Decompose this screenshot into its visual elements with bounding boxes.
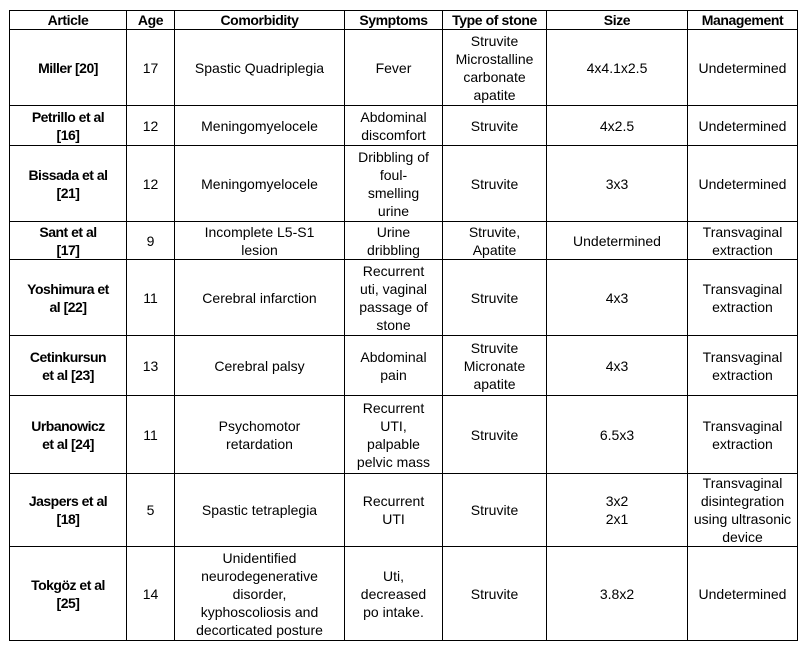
cell-text-line: Jaspers et al xyxy=(28,493,108,509)
header-type-of-stone: Type of stone xyxy=(443,11,547,30)
table-container xyxy=(9,10,798,641)
cell-type-of-stone xyxy=(443,260,547,336)
cell-management xyxy=(688,222,798,260)
cell-text-line: [16] xyxy=(56,126,80,143)
cell-text-line: Struvite xyxy=(470,585,519,602)
cell-text-line: 4x2.5 xyxy=(599,117,635,134)
cell-management xyxy=(688,474,798,547)
case-report-table xyxy=(9,10,798,641)
cell-text-line: 17 xyxy=(142,59,159,76)
cell-management xyxy=(688,547,798,641)
cell-management xyxy=(688,336,798,396)
cell-comorbidity xyxy=(175,336,345,396)
cell-type-of-stone xyxy=(443,146,547,222)
cell-text-line: extraction xyxy=(712,241,773,258)
cell-text-line: Urine xyxy=(376,223,411,240)
cell-text-line: Struvite xyxy=(470,32,519,49)
cell-symptoms xyxy=(345,30,443,106)
cell-comorbidity xyxy=(175,146,345,222)
cell-comorbidity xyxy=(175,396,345,474)
cell-symptoms xyxy=(345,260,443,336)
table-row xyxy=(10,222,798,260)
cell-text-line: stone xyxy=(376,316,411,333)
cell-text-line: 12 xyxy=(142,117,159,134)
cell-type-of-stone xyxy=(443,396,547,474)
cell-text-line: [21] xyxy=(56,184,80,201)
cell-text-line: 3x2 xyxy=(605,493,629,509)
cell-size xyxy=(547,396,688,474)
cell-text-line: Struvite xyxy=(470,502,519,518)
cell-text-line: Abdominal xyxy=(360,348,427,365)
table-row xyxy=(10,106,798,146)
cell-article xyxy=(10,106,127,146)
cell-size xyxy=(547,30,688,106)
cell-text-line: UTI xyxy=(382,511,405,527)
cell-text-line: kyphoscoliosis and xyxy=(200,603,319,620)
cell-text-line: 5 xyxy=(146,502,155,518)
cell-text-line: Cetinkursun xyxy=(29,348,107,365)
cell-text-line: decreased xyxy=(360,585,427,602)
table-row xyxy=(10,30,798,106)
cell-comorbidity xyxy=(175,222,345,260)
cell-text-line: Incomplete L5-S1 xyxy=(204,223,315,240)
cell-text-line: Microstalline xyxy=(455,50,534,67)
cell-comorbidity xyxy=(175,30,345,106)
cell-age xyxy=(127,30,175,106)
cell-text-line: Struvite xyxy=(470,426,519,443)
cell-text-line: Fever xyxy=(375,59,412,76)
cell-age xyxy=(127,260,175,336)
header-management: Management xyxy=(688,11,798,30)
cell-text-line: 4x4.1x2.5 xyxy=(586,59,648,76)
cell-text-line: Undetermined xyxy=(698,117,787,134)
cell-text-line: Psychomotor xyxy=(218,417,301,434)
cell-text-line: 6.5x3 xyxy=(599,426,635,443)
cell-text-line: extraction xyxy=(712,366,773,383)
cell-symptoms xyxy=(345,106,443,146)
cell-age xyxy=(127,336,175,396)
cell-text-line: apatite xyxy=(473,375,516,392)
cell-text-line: foul- xyxy=(379,166,408,183)
cell-article xyxy=(10,222,127,260)
cell-type-of-stone xyxy=(443,222,547,260)
cell-management xyxy=(688,396,798,474)
cell-text-line: Unidentified xyxy=(222,549,297,566)
cell-size xyxy=(547,260,688,336)
cell-text-line: Transvaginal xyxy=(702,348,783,365)
table-row xyxy=(10,396,798,474)
cell-text-line: 3.8x2 xyxy=(599,585,635,602)
cell-symptoms xyxy=(345,547,443,641)
cell-text-line: 14 xyxy=(142,585,159,602)
header-size: Size xyxy=(547,11,688,30)
cell-comorbidity xyxy=(175,474,345,547)
cell-text-line: Recurrent xyxy=(362,493,425,509)
cell-text-line: Undetermined xyxy=(698,175,787,192)
cell-management xyxy=(688,30,798,106)
cell-text-line: Transvaginal xyxy=(702,223,783,240)
cell-text-line: Recurrent xyxy=(362,399,425,416)
cell-type-of-stone xyxy=(443,30,547,106)
table-row xyxy=(10,260,798,336)
table-row xyxy=(10,547,798,641)
cell-text-line: et al [23] xyxy=(42,366,94,383)
cell-text-line: decorticated posture xyxy=(196,621,323,638)
header-comorbidity: Comorbidity xyxy=(175,11,345,30)
cell-text-line: 12 xyxy=(142,175,159,192)
cell-text-line: [17] xyxy=(56,241,80,258)
cell-text-line: Dribbling of xyxy=(358,148,429,165)
cell-text-line: Spastic tetraplegia xyxy=(201,502,318,518)
cell-symptoms xyxy=(345,396,443,474)
cell-text-line: pain xyxy=(380,366,407,383)
cell-age xyxy=(127,547,175,641)
cell-management xyxy=(688,106,798,146)
cell-text-line: 4x3 xyxy=(605,357,629,374)
header-row xyxy=(10,11,798,30)
cell-text-line: [18] xyxy=(56,511,80,527)
cell-text-line: Transvaginal xyxy=(702,280,783,297)
cell-text-line: smelling xyxy=(367,184,420,201)
cell-age xyxy=(127,106,175,146)
cell-text-line: device xyxy=(722,529,763,545)
cell-article xyxy=(10,30,127,106)
cell-text-line: [25] xyxy=(56,594,80,611)
cell-type-of-stone xyxy=(443,547,547,641)
cell-text-line: 3x3 xyxy=(605,175,629,192)
cell-size xyxy=(547,106,688,146)
table-row xyxy=(10,146,798,222)
cell-text-line: Apatite xyxy=(472,241,517,258)
cell-text-line: Sant et al xyxy=(39,223,97,240)
cell-size xyxy=(547,336,688,396)
cell-text-line: UTI, xyxy=(380,417,407,434)
cell-text-line: using ultrasonic xyxy=(693,511,792,527)
cell-symptoms xyxy=(345,474,443,547)
cell-text-line: 4x3 xyxy=(605,289,629,306)
cell-text-line: Meningomyelocele xyxy=(201,175,318,192)
cell-size xyxy=(547,222,688,260)
cell-size xyxy=(547,547,688,641)
cell-text-line: dribbling xyxy=(367,241,420,258)
cell-text-line: Yoshimura et xyxy=(27,280,109,297)
cell-type-of-stone xyxy=(443,106,547,146)
cell-text-line: Miller [20] xyxy=(38,59,98,76)
cell-text-line: Uti, xyxy=(383,567,404,584)
cell-text-line: Petrillo et al xyxy=(31,108,105,125)
table-row xyxy=(10,336,798,396)
cell-text-line: Struvite xyxy=(470,289,519,306)
cell-text-line: po intake. xyxy=(363,603,424,620)
cell-text-line: retardation xyxy=(226,435,293,452)
cell-article xyxy=(10,260,127,336)
cell-text-line: urine xyxy=(377,202,410,219)
cell-text-line: 13 xyxy=(142,357,159,374)
cell-text-line: neurodegenerative xyxy=(201,567,318,584)
header-symptoms: Symptoms xyxy=(345,11,443,30)
cell-type-of-stone xyxy=(443,474,547,547)
cell-text-line: Urbanowicz xyxy=(31,417,105,434)
cell-text-line: Transvaginal xyxy=(702,417,783,434)
cell-size xyxy=(547,474,688,547)
cell-text-line: Meningomyelocele xyxy=(201,117,318,134)
cell-text-line: carbonate xyxy=(463,68,526,85)
cell-text-line: apatite xyxy=(473,86,516,103)
cell-text-line: Struvite xyxy=(470,339,519,356)
cell-text-line: et al [24] xyxy=(42,435,94,452)
cell-age xyxy=(127,222,175,260)
cell-text-line: Undetermined xyxy=(698,585,787,602)
cell-symptoms xyxy=(345,146,443,222)
cell-article xyxy=(10,336,127,396)
cell-article xyxy=(10,547,127,641)
cell-text-line: discomfort xyxy=(361,126,426,143)
cell-text-line: Struvite xyxy=(470,175,519,192)
cell-text-line: Cerebral infarction xyxy=(202,289,317,306)
cell-type-of-stone xyxy=(443,336,547,396)
cell-text-line: Recurrent xyxy=(362,262,425,279)
cell-text-line: Tokgöz et al xyxy=(31,576,105,593)
cell-article xyxy=(10,474,127,547)
cell-text-line: disorder, xyxy=(232,585,287,602)
cell-management xyxy=(688,146,798,222)
cell-text-line: Undetermined xyxy=(698,59,787,76)
cell-text-line: Bissada et al xyxy=(28,166,108,183)
cell-comorbidity xyxy=(175,547,345,641)
cell-text-line: Micronate xyxy=(463,357,526,374)
cell-text-line: pelvic mass xyxy=(356,453,431,470)
cell-text-line: disintegration xyxy=(700,493,785,509)
cell-text-line: Struvite xyxy=(470,117,519,134)
header-article: Article xyxy=(10,11,127,30)
cell-size xyxy=(547,146,688,222)
cell-comorbidity xyxy=(175,260,345,336)
table-row xyxy=(10,474,798,547)
cell-text-line: Transvaginal xyxy=(702,475,783,491)
cell-text-line: lesion xyxy=(241,241,278,258)
cell-text-line: palpable xyxy=(367,435,420,452)
cell-text-line: uti, vaginal xyxy=(360,280,427,297)
cell-age xyxy=(127,396,175,474)
cell-symptoms xyxy=(345,222,443,260)
cell-text-line: passage of xyxy=(359,298,428,315)
cell-article xyxy=(10,146,127,222)
cell-age xyxy=(127,474,175,547)
cell-text-line: 11 xyxy=(143,289,158,306)
cell-text-line: Spastic Quadriplegia xyxy=(194,59,325,76)
cell-text-line: Undetermined xyxy=(573,232,661,249)
cell-text-line: Abdominal xyxy=(360,108,427,125)
cell-text-line: Struvite, xyxy=(468,223,521,240)
cell-text-line: extraction xyxy=(712,298,773,315)
cell-age xyxy=(127,146,175,222)
cell-management xyxy=(688,260,798,336)
cell-text-line: 11 xyxy=(143,426,158,443)
cell-text-line: al [22] xyxy=(49,298,87,315)
cell-comorbidity xyxy=(175,106,345,146)
cell-symptoms xyxy=(345,336,443,396)
cell-article xyxy=(10,396,127,474)
header-age: Age xyxy=(127,11,175,30)
cell-text-line: extraction xyxy=(712,435,773,452)
cell-text-line: Cerebral palsy xyxy=(214,357,305,374)
cell-text-line: 2x1 xyxy=(605,511,629,527)
cell-text-line: 9 xyxy=(146,232,155,249)
